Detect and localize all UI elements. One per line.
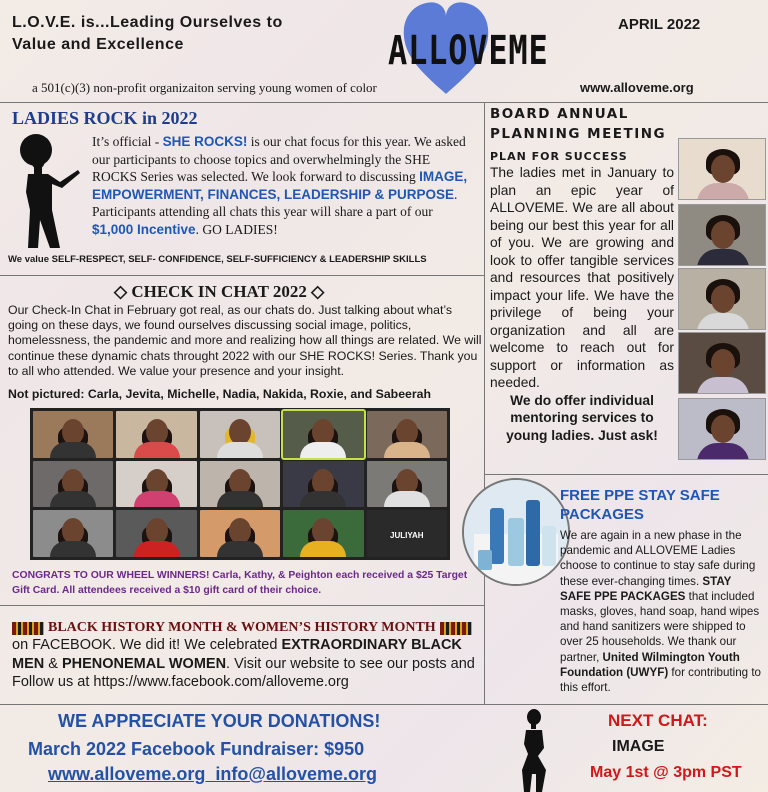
zoom-gallery-photo: [30, 408, 450, 560]
column-divider: [484, 102, 485, 704]
check-in-text: Our Check-In Chat in February got real, as our chats do. Just talking about what’s going on these days, we found ourselves discussing social image, politics, homelessness, the pandemic and more and realizing how all things are related. We will continue these dynamic chats throught 2022 with our SHE ROCKS! Series. Thank you to all who attended. We value your presence and your insight.: [8, 303, 482, 378]
divider: [0, 605, 484, 606]
divider: [484, 474, 768, 475]
participant-tile: [200, 510, 280, 557]
participant-tile: [116, 510, 196, 557]
divider: [0, 102, 768, 103]
participant-tile: [33, 510, 113, 557]
not-pictured: Not pictured: Carla, Jevita, Michelle, Nadia, Nakida, Roxie, and Sabeerah: [8, 387, 432, 401]
newsletter-title: L.O.V.E. is...Leading Ourselves to Value and Excellence: [12, 14, 283, 53]
issue-date: APRIL 2022: [618, 16, 701, 33]
next-chat-label: NEXT CHAT:: [608, 711, 708, 730]
brand-logo: ALLOVEME: [388, 28, 549, 74]
ladies-rock-title: LADIES ROCK in 2022: [12, 108, 198, 128]
history-month-text: on FACEBOOK. We did it! We celebrated EXTRAORDINARY BLACK MEN & PHENONEMAL WOMEN. Visit our website to see our posts and Follow us at https://www.facebook.com/alloveme.org: [12, 637, 475, 690]
woman-silhouette-icon: [14, 130, 82, 252]
donations-heading: WE APPRECIATE YOUR DONATIONS!: [58, 711, 381, 731]
board-member-photo: [678, 204, 766, 266]
kente-pattern-icon: [12, 622, 44, 635]
participant-tile: [200, 411, 280, 458]
participant-tile: [116, 411, 196, 458]
participant-tile: [367, 411, 447, 458]
contact-links: [48, 764, 377, 785]
board-meeting-title: BOARD ANNUAL PLANNING MEETING: [490, 106, 667, 142]
participant-tile: [283, 510, 363, 557]
divider: [0, 704, 768, 705]
divider: [0, 275, 484, 276]
history-month-title: BLACK HISTORY MONTH & WOMEN’S HISTORY MONTH: [12, 620, 472, 636]
ladies-rock-text: It’s official - SHE ROCKS! is our chat focus for this year. We asked our participants to choose topics and overwhelmingly the SHE ROCKS Series was selected. We look forward to discussing IMAGE, EMPOWERMENT, FINANCES, LEADERSHIP & PURPOSE. Participants attending all chats this year will share a part of our $1,000 Incentive. GO LADIES!: [92, 134, 468, 237]
board-meeting-text: The ladies met in January to plan an epic year of ALLOVEME. We are all about being our best this year for all of you. We are growing and look to offer tangible services and resources that positively impact your life. We have the privilege of being your organization and all are welcome to reach out for support or information as needed. We do offer individual mentoring services to young ladies. Just ask!: [490, 165, 674, 443]
board-member-photo: [678, 268, 766, 330]
wheel-winners: CONGRATS TO OUR WHEEL WINNERS! Carla, Kathy, & Peighton each received a $25 Target Gift Card. All attendees received a $10 gift card of their choice.: [12, 570, 468, 596]
next-chat-date: May 1st @ 3pm PST: [590, 764, 742, 781]
board-member-photo: [678, 138, 766, 200]
board-member-photo: [678, 332, 766, 394]
tagline: a 501(c)(3) non-profit organizaiton serving young women of color: [32, 80, 377, 95]
participant-tile: [116, 461, 196, 508]
participant-tile: [283, 411, 363, 458]
ppe-title: FREE PPE STAY SAFE PACKAGES: [560, 487, 720, 523]
participant-name: JULIYAH: [390, 530, 424, 540]
participant-tile: [367, 510, 447, 557]
participant-tile: [367, 461, 447, 508]
website-link[interactable]: www.alloveme.org: [48, 764, 206, 784]
header-website-link[interactable]: www.alloveme.org: [580, 80, 694, 95]
values-line: We value SELF-RESPECT, SELF- CONFIDENCE, SELF-SUFFICIENCY & LEADERSHIP SKILLS: [8, 254, 427, 265]
woman-silhouette-icon: [512, 708, 552, 792]
fundraiser-total: March 2022 Facebook Fundraiser: $950: [28, 739, 365, 759]
participant-tile: [200, 461, 280, 508]
participant-tile: [33, 411, 113, 458]
next-chat-topic: IMAGE: [612, 738, 665, 755]
ppe-text: We are again in a new phase in the pandemic and ALLOVEME Ladies choose to continue to stay safe during these ever-changing times. STAY SAFE PPE PACKAGES that included masks, gloves, hand soap, hand wipes and hand sanitizers were shipped to over 25 households. We thank our partner, United Wilmington Youth Foundation (UWYF) for contributing to this effort.: [560, 529, 761, 695]
ppe-bottles-icon: [464, 480, 568, 584]
kente-pattern-icon: [440, 622, 472, 635]
board-member-photo: [678, 398, 766, 460]
email-link[interactable]: info@alloveme.org: [215, 764, 377, 784]
participant-tile: [283, 461, 363, 508]
check-in-title: ◇ CHECK IN CHAT 2022 ◇: [114, 282, 325, 301]
ppe-package-photo: [462, 478, 570, 586]
board-subtitle: PLAN FOR SUCCESS: [490, 150, 628, 163]
participant-tile: [33, 461, 113, 508]
